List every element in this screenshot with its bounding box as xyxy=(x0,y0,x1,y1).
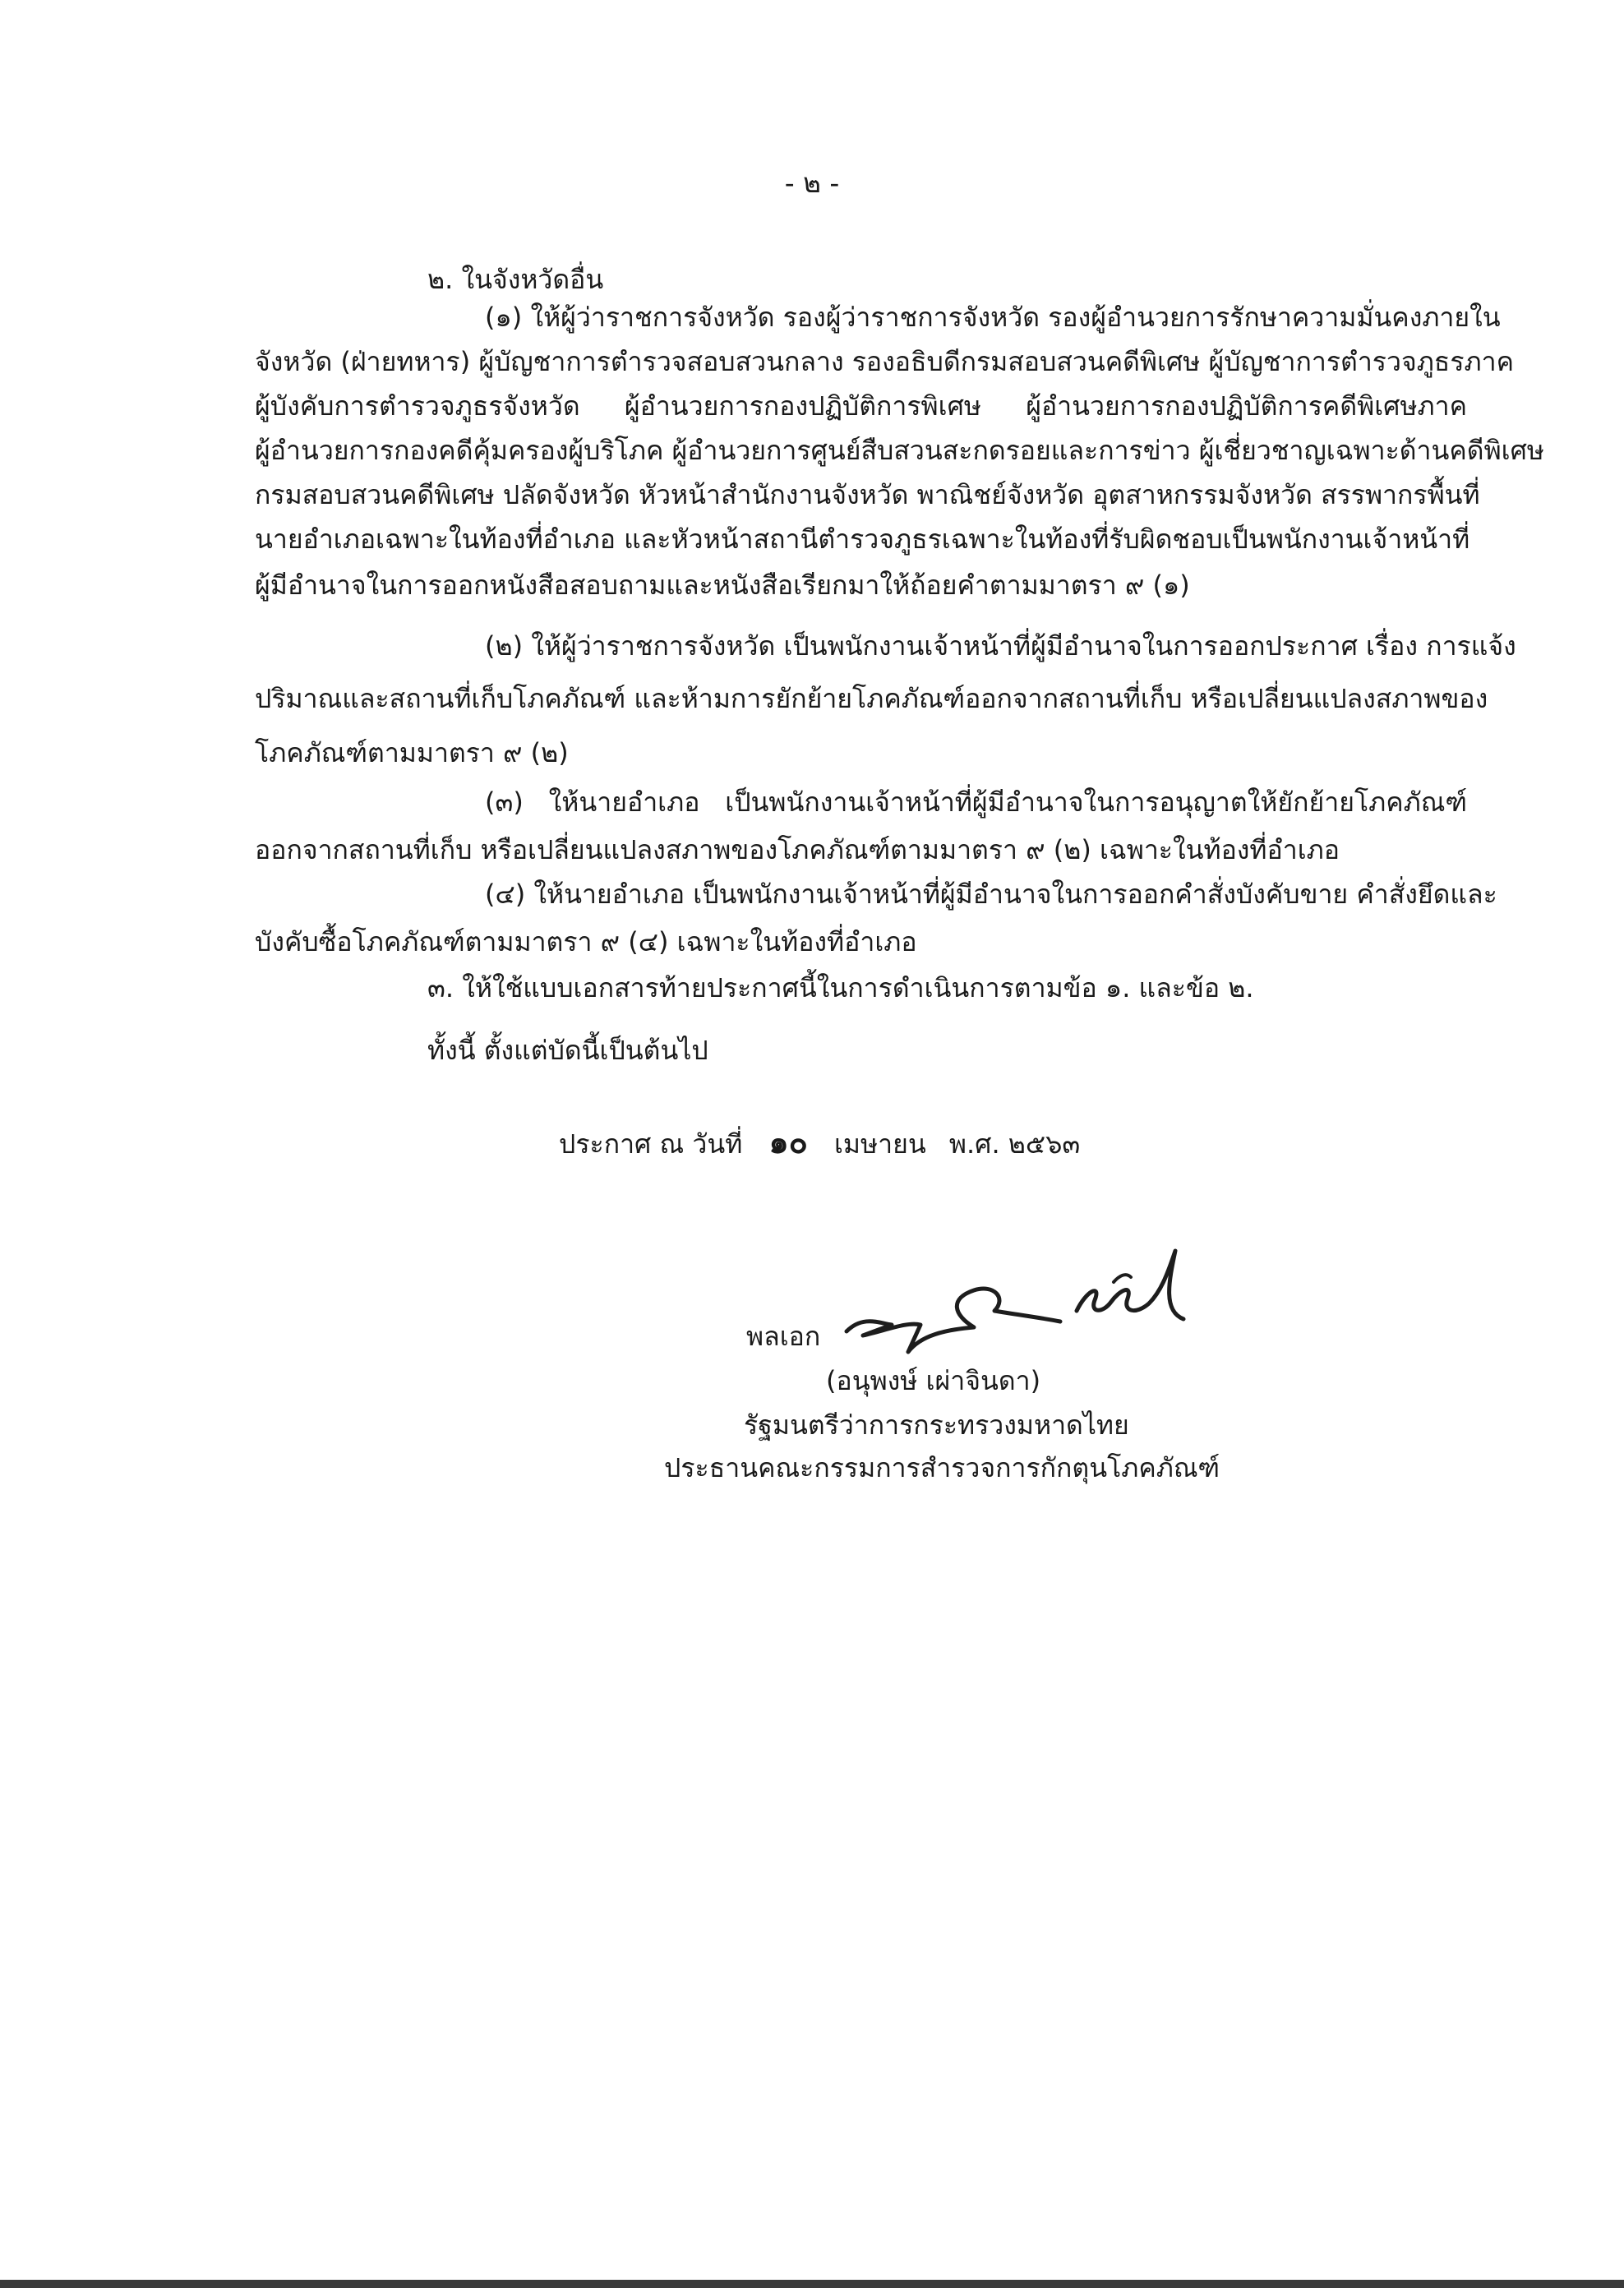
paragraph-1-line-6: นายอำเภอเฉพาะในท้องที่อำเภอ และหัวหน้าสถานีตำรวจภูธรเฉพาะในท้องที่รับผิดชอบเป็นพนักงานเจ้าหน้าที่ xyxy=(255,524,1470,555)
date-month: เมษายน xyxy=(833,1128,926,1160)
signatory-position-1: รัฐมนตรีว่าการกระทรวงมหาดไทย xyxy=(744,1409,1129,1441)
date-day: ๑๐ xyxy=(768,1124,808,1160)
paragraph-4-line-2: บังคับซื้อโภคภัณฑ์ตามมาตรา ๙ (๔) เฉพาะในท้องที่อำเภอ xyxy=(255,926,917,957)
date-prefix: ประกาศ ณ วันที่ xyxy=(559,1128,743,1160)
paragraph-2-line-3: โภคภัณฑ์ตามมาตรา ๙ (๒) xyxy=(255,737,569,768)
paragraph-1-line-3: ผู้บังคับการตำรวจภูธรจังหวัด ผู้อำนวยการกองปฏิบัติการพิเศษ ผู้อำนวยการกองปฏิบัติการคดีพิเศษภาค xyxy=(255,390,1467,422)
paragraph-4-line-1: (๔) ให้นายอำเภอ เป็นพนักงานเจ้าหน้าที่ผู้มีอำนาจในการออกคำสั่งบังคับขาย คำสั่งยึดและ xyxy=(485,879,1497,910)
paragraph-5-line-1: ๓. ให้ใช้แบบเอกสารท้ายประกาศนี้ในการดำเนินการตามข้อ ๑. และข้อ ๒. xyxy=(427,972,1254,1003)
handwritten-signature-icon xyxy=(830,1233,1208,1381)
signatory-name: (อนุพงษ์ เผ่าจินดา) xyxy=(826,1365,1041,1396)
paragraph-1-line-4: ผู้อำนวยการกองคดีคุ้มครองผู้บริโภค ผู้อำนวยการศูนย์สืบสวนสะกดรอยและการข่าว ผู้เชี่ยวชาญเฉพาะด้านคดีพิเศษ xyxy=(255,435,1545,466)
announcement-date xyxy=(559,1124,1080,1162)
date-year: พ.ศ. ๒๕๖๓ xyxy=(948,1128,1081,1160)
paragraph-2-line-2: ปริมาณและสถานที่เก็บโภคภัณฑ์ และห้ามการยักย้ายโภคภัณฑ์ออกจากสถานที่เก็บ หรือเปลี่ยนแปลงสภาพของ xyxy=(255,683,1488,714)
scan-bottom-edge xyxy=(0,2280,1624,2288)
page-number: - ๒ - xyxy=(784,167,840,199)
paragraph-1-line-7: ผู้มีอำนาจในการออกหนังสือสอบถามและหนังสือเรียกมาให้ถ้อยคำตามมาตรา ๙ (๑) xyxy=(255,570,1190,601)
signatory-position-2: ประธานคณะกรรมการสำรวจการกักตุนโภคภัณฑ์ xyxy=(664,1452,1220,1483)
paragraph-2-line-1: (๒) ให้ผู้ว่าราชการจังหวัด เป็นพนักงานเจ้าหน้าที่ผู้มีอำนาจในการออกประกาศ เรื่อง การแจ้ง xyxy=(485,630,1516,662)
signatory-rank: พลเอก xyxy=(746,1321,821,1352)
paragraph-1-line-1: (๑) ให้ผู้ว่าราชการจังหวัด รองผู้ว่าราชการจังหวัด รองผู้อำนวยการรักษาความมั่นคงภายใน xyxy=(485,302,1501,333)
paragraph-1-line-5: กรมสอบสวนคดีพิเศษ ปลัดจังหวัด หัวหน้าสำนักงานจังหวัด พาณิชย์จังหวัด อุตสาหกรรมจังหวัด สรรพากรพื้นที่ xyxy=(255,479,1480,510)
paragraph-1-line-2: จังหวัด (ฝ่ายทหาร) ผู้บัญชาการตำรวจสอบสวนกลาง รองอธิบดีกรมสอบสวนคดีพิเศษ ผู้บัญชาการตำรวจภูธรภาค xyxy=(255,346,1514,377)
paragraph-3-line-1: (๓) ให้นายอำเภอ เป็นพนักงานเจ้าหน้าที่ผู้มีอำนาจในการอนุญาตให้ยักย้ายโภคภัณฑ์ xyxy=(485,786,1467,818)
paragraph-3-line-2: ออกจากสถานที่เก็บ หรือเปลี่ยนแปลงสภาพของโภคภัณฑ์ตามมาตรา ๙ (๒) เฉพาะในท้องที่อำเภอ xyxy=(255,834,1340,865)
closing-line: ทั้งนี้ ตั้งแต่บัดนี้เป็นต้นไป xyxy=(427,1035,708,1066)
section-heading: ๒. ในจังหวัดอื่น xyxy=(427,264,604,295)
